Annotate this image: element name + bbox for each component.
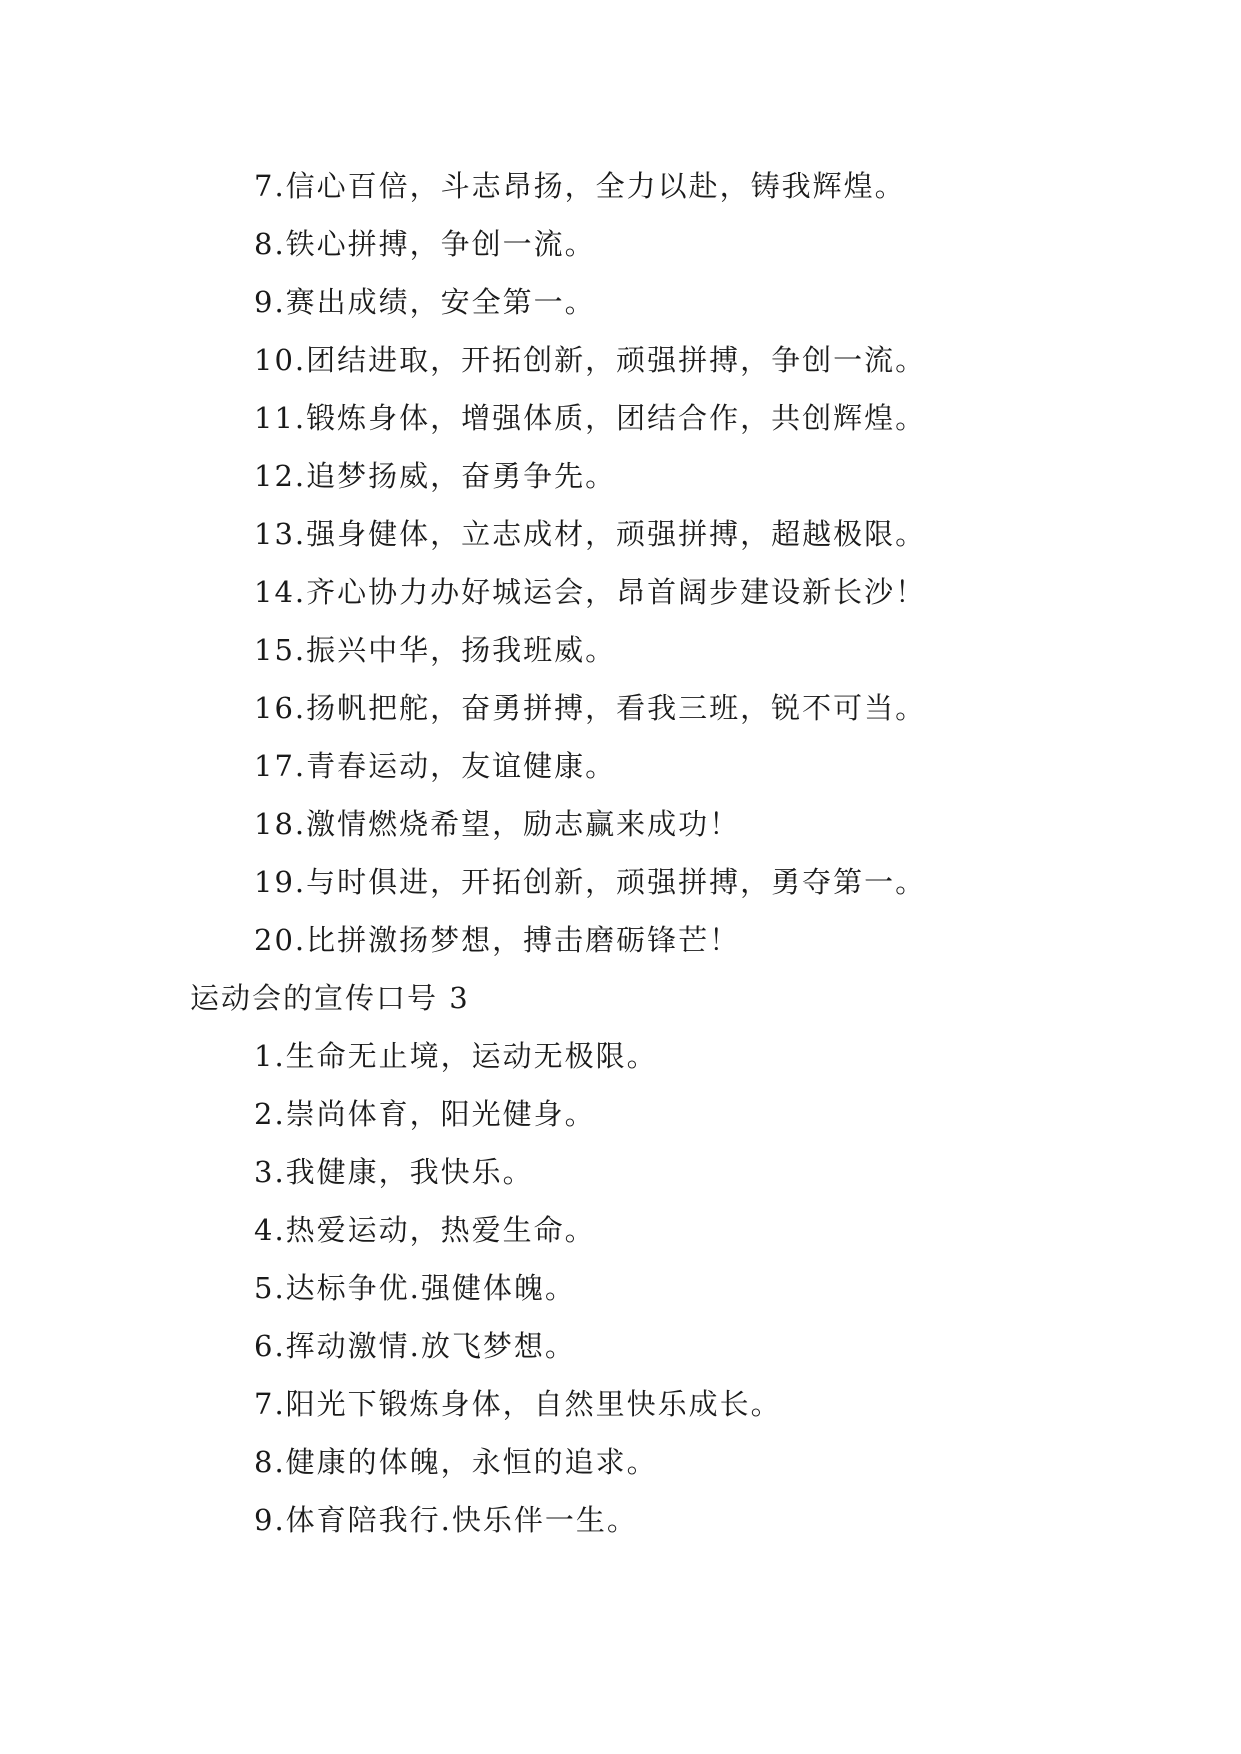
slogan-item: 9.体育陪我行.快乐伴一生。 [254, 1503, 638, 1537]
slogan-item: 20.比拼激扬梦想，搏击磨砺锋芒！ [254, 923, 741, 957]
slogan-item: 7.信心百倍，斗志昂扬，全力以赴，铸我辉煌。 [254, 169, 906, 203]
slogan-item: 17.青春运动，友谊健康。 [254, 749, 617, 783]
slogan-item: 6.挥动激情.放飞梦想。 [254, 1329, 576, 1363]
slogan-item: 14.齐心协力办好城运会，昂首阔步建设新长沙！ [254, 575, 927, 609]
slogan-item: 3.我健康，我快乐。 [254, 1155, 534, 1189]
slogan-item: 1.生命无止境，运动无极限。 [254, 1039, 658, 1073]
slogan-item: 7.阳光下锻炼身体，自然里快乐成长。 [254, 1387, 782, 1421]
slogan-item: 10.团结进取，开拓创新，顽强拼搏，争创一流。 [254, 343, 927, 377]
slogan-item: 16.扬帆把舵，奋勇拼搏，看我三班，锐不可当。 [254, 691, 927, 725]
slogan-item: 5.达标争优.强健体魄。 [254, 1271, 576, 1305]
slogan-item: 15.振兴中华，扬我班威。 [254, 633, 617, 667]
slogan-item: 8.健康的体魄，永恒的追求。 [254, 1445, 658, 1479]
slogan-item: 18.激情燃烧希望，励志赢来成功！ [254, 807, 741, 841]
slogan-item: 11.锻炼身体，增强体质，团结合作，共创辉煌。 [254, 401, 927, 435]
slogan-item: 12.追梦扬威，奋勇争先。 [254, 459, 617, 493]
slogan-item: 19.与时俱进，开拓创新，顽强拼搏，勇夺第一。 [254, 865, 927, 899]
slogan-item: 9.赛出成绩，安全第一。 [254, 285, 596, 319]
slogan-item: 8.铁心拼搏，争创一流。 [254, 227, 596, 261]
slogan-item: 2.崇尚体育，阳光健身。 [254, 1097, 596, 1131]
section-heading: 运动会的宣传口号 3 [190, 981, 470, 1015]
slogan-item: 13.强身健体，立志成材，顽强拼搏，超越极限。 [254, 517, 927, 551]
slogan-item: 4.热爱运动，热爱生命。 [254, 1213, 596, 1247]
